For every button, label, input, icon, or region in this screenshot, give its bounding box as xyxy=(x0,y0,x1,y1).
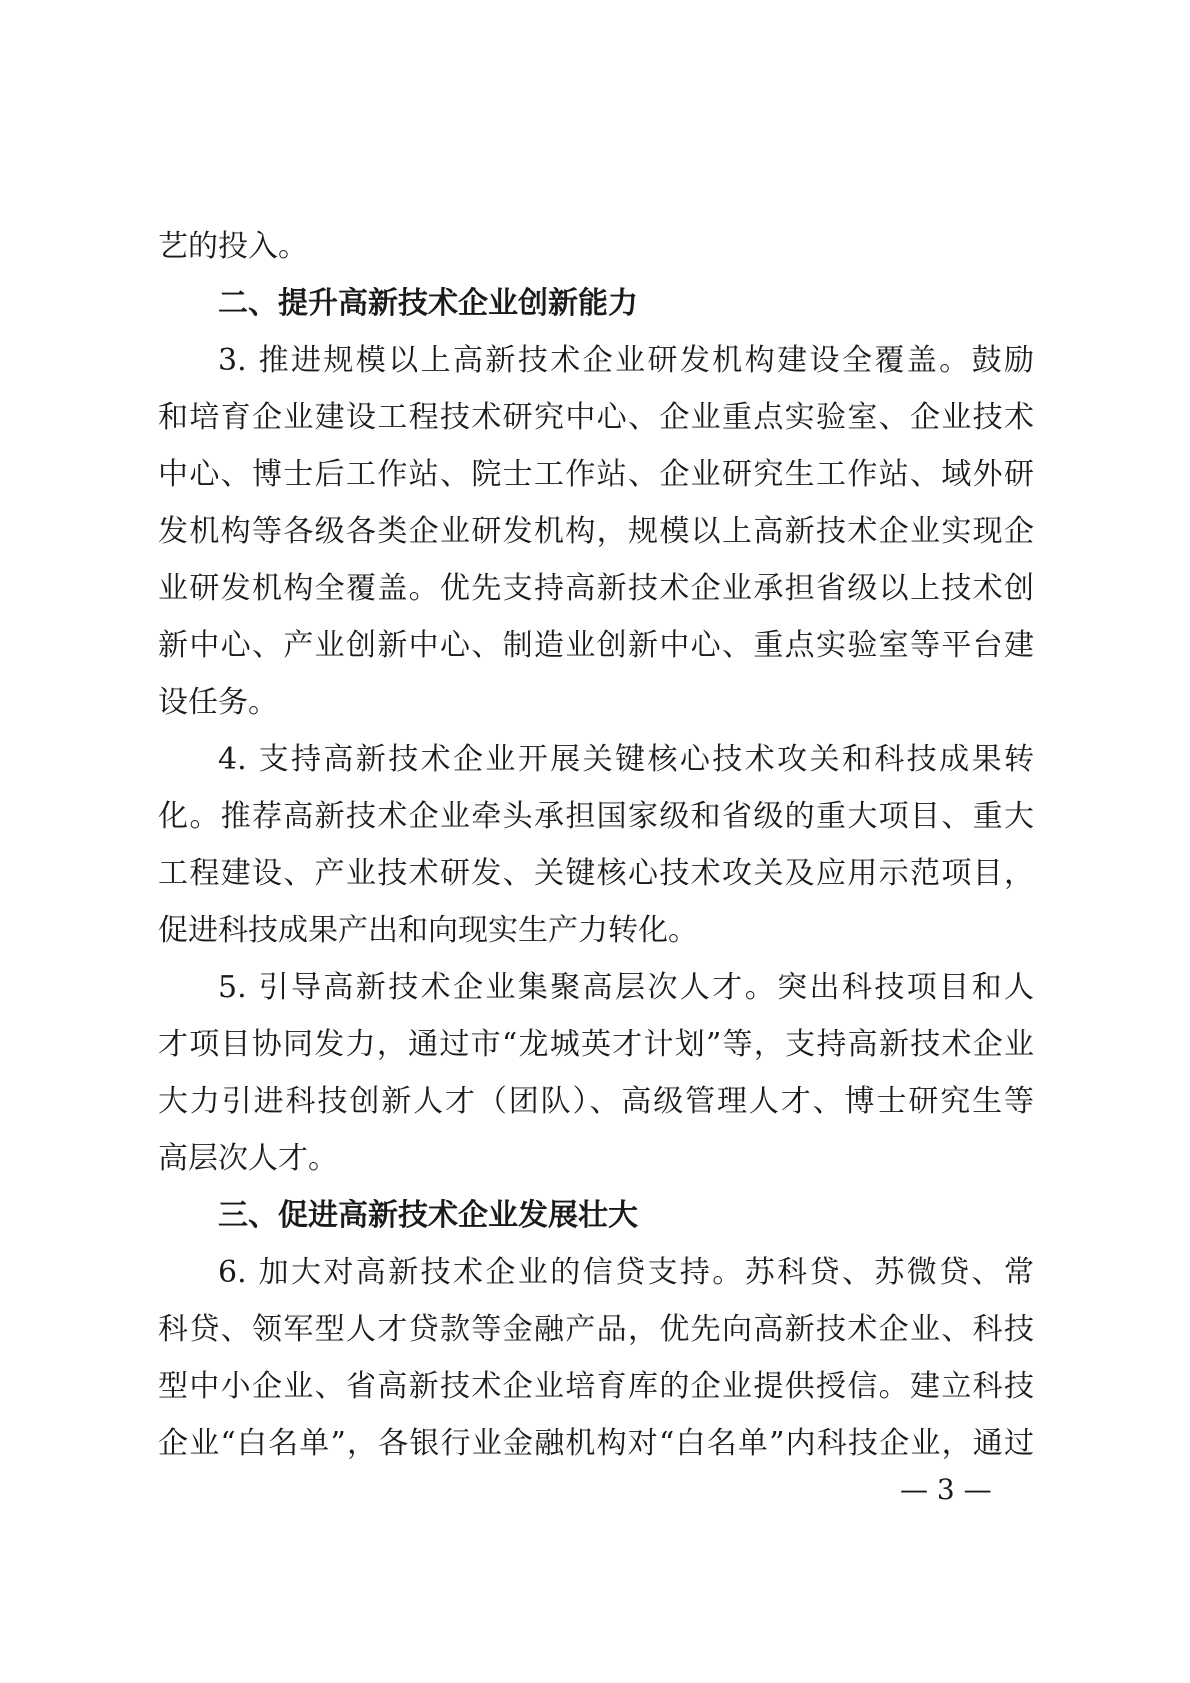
paragraph-line: 工程建设、产业技术研发、关键核心技术攻关及应用示范项目， xyxy=(158,856,1034,891)
paragraph-line: 发机构等各级各类企业研发机构，规模以上高新技术企业实现企 xyxy=(158,514,1034,549)
paragraph-line: 和培育企业建设工程技术研究中心、企业重点实验室、企业技术 xyxy=(158,400,1034,435)
paragraph-line: 科贷、领军型人才贷款等金融产品，优先向高新技术企业、科技 xyxy=(158,1312,1034,1347)
section-heading: 二、提升高新技术企业创新能力 xyxy=(218,286,638,321)
paragraph-line: 设任务。 xyxy=(158,685,278,720)
paragraph-line: 才项目协同发力，通过市“龙城英才计划”等，支持高新技术企业 xyxy=(158,1027,1034,1062)
document-body xyxy=(158,218,1034,1472)
paragraph-line: 型中小企业、省高新技术企业培育库的企业提供授信。建立科技 xyxy=(158,1369,1034,1404)
page-number: — 3 — xyxy=(900,1473,992,1506)
paragraph-line: 大力引进科技创新人才（团队）、高级管理人才、博士研究生等 xyxy=(158,1084,1034,1119)
section-heading: 三、促进高新技术企业发展壮大 xyxy=(218,1198,638,1233)
paragraph-line: 中心、博士后工作站、院士工作站、企业研究生工作站、域外研 xyxy=(158,457,1034,492)
paragraph-line: 艺的投入。 xyxy=(158,229,308,264)
paragraph-line: 业研发机构全覆盖。优先支持高新技术企业承担省级以上技术创 xyxy=(158,571,1034,606)
paragraph-line: 6. 加大对高新技术企业的信贷支持。苏科贷、苏微贷、常 xyxy=(218,1255,1034,1290)
paragraph-line: 促进科技成果产出和向现实生产力转化。 xyxy=(158,913,698,948)
paragraph-line: 化。推荐高新技术企业牵头承担国家级和省级的重大项目、重大 xyxy=(158,799,1034,834)
paragraph-line: 3. 推进规模以上高新技术企业研发机构建设全覆盖。鼓励 xyxy=(218,343,1034,378)
paragraph-line: 高层次人才。 xyxy=(158,1141,338,1176)
paragraph-line: 4. 支持高新技术企业开展关键核心技术攻关和科技成果转 xyxy=(218,742,1034,777)
paragraph-line: 5. 引导高新技术企业集聚高层次人才。突出科技项目和人 xyxy=(218,970,1034,1005)
paragraph-line: 企业“白名单”，各银行业金融机构对“白名单”内科技企业，通过 xyxy=(158,1426,1034,1461)
paragraph-line: 新中心、产业创新中心、制造业创新中心、重点实验室等平台建 xyxy=(158,628,1034,663)
